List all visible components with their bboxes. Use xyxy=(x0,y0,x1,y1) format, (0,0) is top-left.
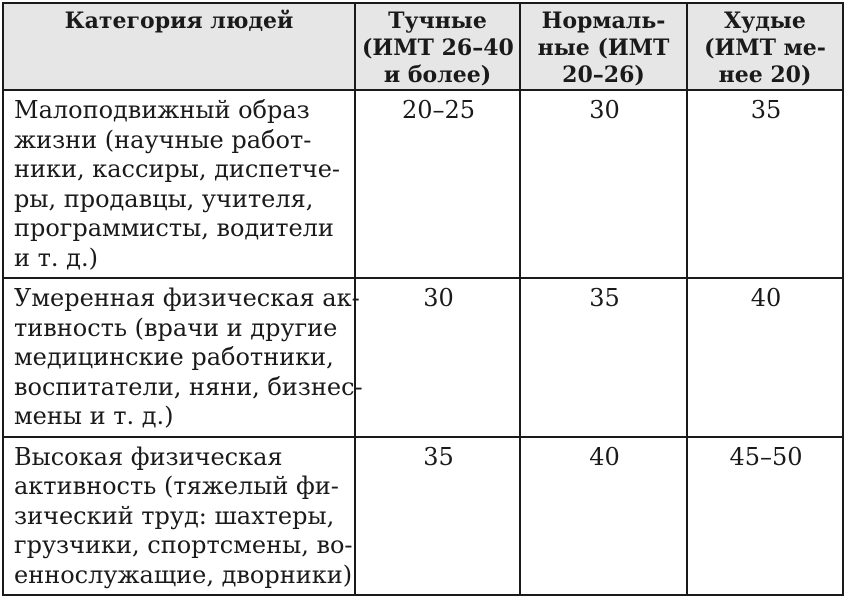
header-thin: Худые (ИМТ ме- нее 20) xyxy=(687,3,843,90)
cell-normal: 30 xyxy=(520,90,687,278)
cell-thin: 35 xyxy=(687,90,843,278)
cell-obese: 30 xyxy=(355,278,520,437)
cell-thin: 45–50 xyxy=(687,437,843,596)
table-row xyxy=(3,437,843,596)
row-category-moderate: Умеренная физическая ак- тивность (врачи и другие медицинские работники, воспитатели, няни, бизнес- мены и т. д.) xyxy=(3,278,355,437)
header-obese: Тучные (ИМТ 26–40 и более) xyxy=(355,3,520,90)
calorie-table xyxy=(2,2,844,596)
cell-obese: 20–25 xyxy=(355,90,520,278)
cell-thin: 40 xyxy=(687,278,843,437)
table-row xyxy=(3,90,843,278)
cell-obese: 35 xyxy=(355,437,520,596)
header-category: Категория людей xyxy=(3,3,355,90)
header-normal: Нормаль- ные (ИМТ 20–26) xyxy=(520,3,687,90)
cell-normal: 40 xyxy=(520,437,687,596)
row-category-sedentary: Малоподвижный образ жизни (научные работ- ники, кассиры, диспетче- ры, продавцы, учителя, программисты, водители и т. д.) xyxy=(3,90,355,278)
table-row xyxy=(3,278,843,437)
cell-normal: 35 xyxy=(520,278,687,437)
header-row xyxy=(3,3,843,90)
row-category-high: Высокая физическая активность (тяжелый фи- зический труд: шахтеры, грузчики, спортсмены, во- еннослужащие, дворники) xyxy=(3,437,355,596)
